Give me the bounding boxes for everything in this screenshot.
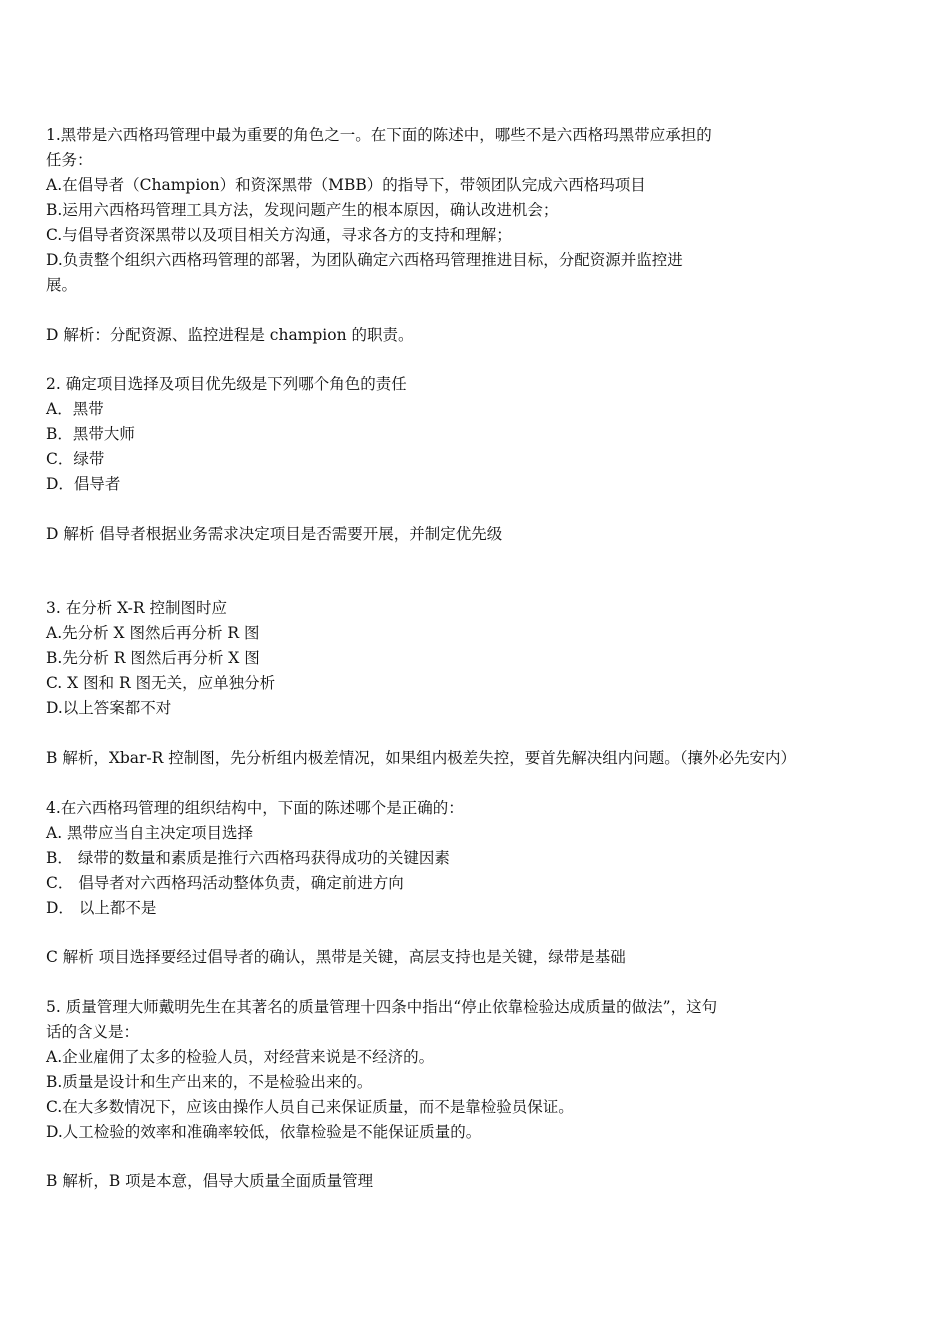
q5-stem-line-1: 5. 质量管理大师戴明先生在其著名的质量管理十四条中指出“停止依靠检验达成质量的做法”，这句 (46, 998, 718, 1016)
q2-stem: 2. 确定项目选择及项目优先级是下列哪个角色的责任 (46, 375, 407, 393)
q5-option-c: C.在大多数情况下，应该由操作人员自己来保证质量，而不是靠检验员保证。 (46, 1098, 574, 1116)
q3-option-a: A.先分析 X 图然后再分析 R 图 (46, 624, 260, 642)
q4-option-d: D． 以上都不是 (46, 899, 157, 917)
q1-stem-line-1: 1.黑带是六西格玛管理中最为重要的角色之一。在下面的陈述中，哪些不是六西格玛黑带应承担的 (46, 126, 712, 144)
q2-option-d: D．倡导者 (46, 475, 121, 493)
q4-option-c: C． 倡导者对六西格玛活动整体负责，确定前进方向 (46, 874, 404, 892)
q1-option-b: B.运用六西格玛管理工具方法，发现问题产生的根本原因，确认改进机会； (46, 201, 559, 219)
q4-stem: 4.在六西格玛管理的组织结构中，下面的陈述哪个是正确的： (46, 799, 464, 817)
q4-option-a: A. 黑带应当自主决定项目选择 (46, 824, 254, 842)
q5-option-d: D.人工检验的效率和准确率较低，依靠检验是不能保证质量的。 (46, 1123, 482, 1141)
q3-option-d: D.以上答案都不对 (46, 699, 172, 717)
q5-stem-line-2: 话的含义是： (46, 1023, 140, 1041)
q1-option-c: C.与倡导者资深黑带以及项目相关方沟通，寻求各方的支持和理解； (46, 226, 512, 244)
q3-option-c: C. X 图和 R 图无关，应单独分析 (46, 674, 276, 692)
q2-analysis: D 解析 倡导者根据业务需求决定项目是否需要开展，并制定优先级 (46, 525, 503, 543)
q5-option-b: B.质量是设计和生产出来的，不是检验出来的。 (46, 1073, 373, 1091)
q2-option-b: B．黑带大师 (46, 425, 135, 443)
q3-stem: 3. 在分析 X-R 控制图时应 (46, 599, 227, 617)
q1-option-a: A.在倡导者（Champion）和资深黑带（MBB）的指导下，带领团队完成六西格玛项目 (46, 176, 646, 194)
q3-analysis: B 解析，Xbar-R 控制图，先分析组内极差情况，如果组内极差失控，要首先解决组内问题。（攘外必先安内） (46, 749, 797, 767)
q1-analysis: D 解析：分配资源、监控进程是 champion 的职责。 (46, 326, 414, 344)
q2-option-c: C．绿带 (46, 450, 105, 468)
q5-option-a: A.企业雇佣了太多的检验人员，对经营来说是不经济的。 (46, 1048, 435, 1066)
q4-analysis: C 解析 项目选择要经过倡导者的确认，黑带是关键，高层支持也是关键，绿带是基础 (46, 948, 626, 966)
q3-option-b: B.先分析 R 图然后再分析 X 图 (46, 649, 260, 667)
q2-option-a: A．黑带 (46, 400, 104, 418)
q1-option-d-line-1: D.负责整个组织六西格玛管理的部署，为团队确定六西格玛管理推进目标，分配资源并监控进 (46, 251, 683, 269)
q1-stem-line-2: 任务： (46, 151, 93, 169)
q1-option-d-line-2: 展。 (46, 276, 78, 294)
q4-option-b: B． 绿带的数量和素质是推行六西格玛获得成功的关键因素 (46, 849, 450, 867)
q5-analysis: B 解析，B 项是本意，倡导大质量全面质量管理 (46, 1172, 374, 1190)
